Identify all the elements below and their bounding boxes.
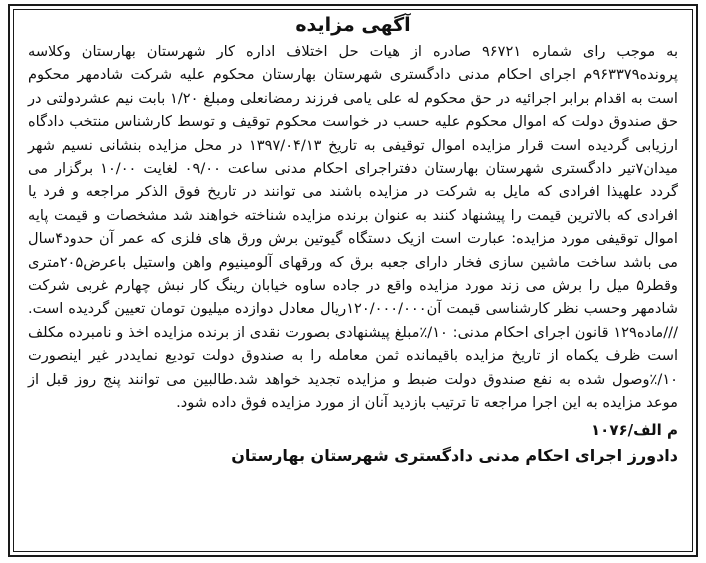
notice-box bbox=[13, 9, 693, 552]
reference-code: م الف/۱۰۷۶ bbox=[591, 420, 678, 439]
notice-title: آگهی مزایده bbox=[295, 14, 411, 36]
signature-line: دادورز اجرای احکام مدنی دادگستری شهرستان بهارستان bbox=[231, 445, 678, 465]
notice-body: به موجب رای شماره ۹۶۷۲۱ صادره از هیات حل اختلاف اداره کار شهرستان بهارستان وکلاسه پرونده۹۶۳۳۷۹م اجرای احکام مدنی دادگستری شهرستان بهارستان محکوم علیه شرکت شادمهر محکوم است به اقدام برابر اجرائیه در حق محکوم له علی یامی فرزند رمضانعلی ومبلغ ۱/۲۰ بابت نیم عشردولتی در حق صندوق دولت که اموال محکوم علیه حسب در خواست محکوم توقیف و توسط کارشناس منتخب دادگاه ارزیابی گردیده است قرار مزایده اموال توقیفی به تاریخ ۱۳۹۷/۰۴/۱۳ در محل مزایده بنشانی نسیم شهر میدان۷تیر دادگستری شهرستان بهارستان دفتراجرای احکام مدنی ساعت ۰۹/۰۰ لغایت ۱۰/۰۰ برگزار می گردد علهیذا افرادی که مایل به شرکت در مزایده باشند می توانند در تاریخ فوق الذکر مراجعه و فرد یا افرادی که بالاترین قیمت را پیشنهاد کنند به عنوان برنده مزایده شناخته خواهند شد مشخصات و قیمت پایه اموال توقیفی مورد مزایده: عبارت است ازیک دستگاه گیوتین برش ورق های فلزی که عمر آن حدود۴سال می باشد ساخت ماشین سازی فخار دارای جعبه برق که ورقهای آلومینیوم واهن واستیل باعرض۲۰۵متری وقطر۵ میل را برش می زند مورد مزایده واقع در جاده ساوه خیابان رینگ کار نبش چهارم غربی شرکت شادمهر وحسب نظر کارشناسی قیمت آن۱۲۰/۰۰۰/۰۰۰ریال معادل دوازده میلیون تومان تعیین گردیده است. ///ماده۱۲۹ قانون اجرای احکام مدنی: ۱۰/٪مبلغ پیشنهادی بصورت نقدی از برنده مزایده اخذ و نامبرده مکلف است ظرف یکماه از تاریخ مزایده باقیمانده ثمن معامله را به صندوق دولت تودیع نمایددر غیر اینصورت ۱۰/٪وصول شده به نفع صندوق دولت ضبط و مزایده تجدید خواهد شد.طالبین می توانند پنج روز قبل از موعد مزایده به این اجرا مراجعه تا ترتیب بازدید آنان از مورد مزایده فوق داده شود. bbox=[28, 43, 679, 412]
